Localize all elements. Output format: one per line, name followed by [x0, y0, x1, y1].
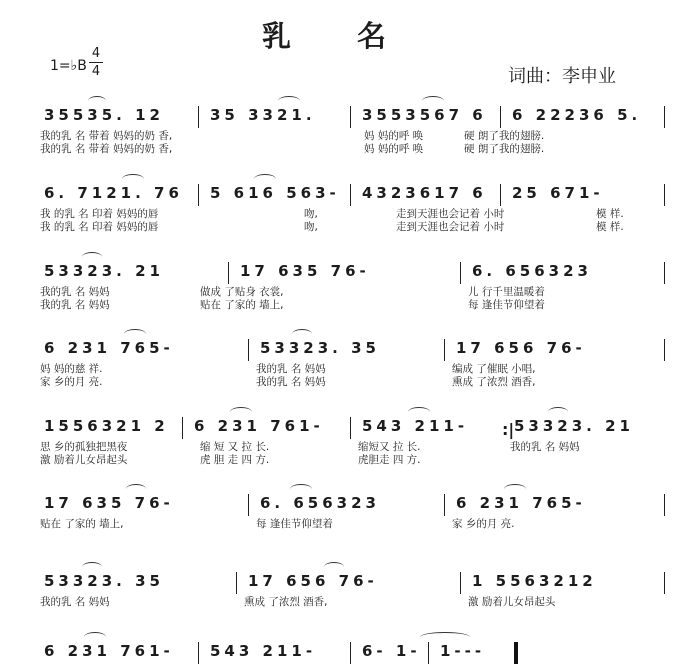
lyric-line-verse-2 — [40, 143, 664, 156]
lyric-phrase: 硬 朗了我的翅膀. — [464, 130, 545, 142]
lyric-phrase: 我 的乳 名 印着 妈妈的唇 — [40, 221, 159, 233]
lyric-phrase: 贴在 了家的 墙上, — [40, 518, 124, 530]
score-system — [40, 488, 664, 531]
measure-notes: 1 5563212 — [472, 572, 597, 590]
barline — [664, 572, 665, 594]
time-signature: 4 4 — [89, 46, 103, 79]
barline — [428, 642, 429, 664]
lyric-line-verse-1 — [40, 130, 664, 143]
barline — [248, 494, 249, 516]
measure-notes: 17 635 76- — [240, 262, 370, 280]
score-system — [40, 333, 664, 389]
barline — [500, 106, 501, 128]
lyric-phrase: 吻, — [304, 208, 318, 220]
lyric-phrase: 走到天涯也会记着 小时 — [396, 208, 505, 220]
lyric-phrase: 吻, — [304, 221, 318, 233]
lyric-phrase: 每 逢佳节仰望着 — [468, 299, 545, 311]
lyric-line-verse-1 — [40, 596, 664, 609]
measure-notes: 543 211- — [210, 642, 317, 660]
notation-line — [40, 636, 664, 666]
lyric-line-verse-2 — [40, 221, 664, 234]
lyric-phrase: 我的乳 名 妈妈 — [510, 441, 580, 453]
notation-line — [40, 566, 664, 596]
lyric-phrase: 妈 妈的呼 唤 — [364, 143, 424, 155]
repeat-barline: :| — [502, 420, 515, 439]
lyric-phrase: 熏成 了浓烈 酒香, — [452, 376, 536, 388]
notation-line — [40, 411, 664, 441]
measure-notes: 35535. 12 — [44, 106, 164, 124]
song-title — [262, 14, 388, 55]
measure-notes: 6. 7121. 76 — [44, 184, 183, 202]
lyric-phrase: 我的乳 名 妈妈 — [256, 363, 326, 375]
lyric-phrase: 每 逢佳节仰望着 — [256, 518, 333, 530]
lyric-line-verse-1 — [40, 441, 664, 454]
composer-credit: 词曲：李申业 — [508, 66, 616, 87]
measure-notes: 6- 1- — [362, 642, 421, 660]
barline — [350, 184, 351, 206]
measure-notes: 17 656 76- — [456, 339, 586, 357]
notation-line — [40, 488, 664, 518]
lyric-phrase: 走到天涯也会记着 小时 — [396, 221, 505, 233]
lyric-phrase: 我的乳 名 带着 妈妈的奶 香, — [40, 130, 173, 142]
measure-notes: 1--- — [440, 642, 486, 660]
lyric-phrase: 妈 妈的呼 唤 — [364, 130, 424, 142]
barline — [664, 339, 665, 361]
barline — [198, 642, 199, 664]
lyric-phrase: 贴在 了家的 墙上, — [200, 299, 284, 311]
notation-line — [40, 100, 664, 130]
measure-notes: 53323. 35 — [44, 572, 164, 590]
barline — [350, 417, 351, 439]
score-system — [40, 178, 664, 234]
score-system — [40, 636, 664, 666]
lyric-phrase: 家 乡的月 亮. — [452, 518, 515, 530]
lyric-phrase: 模 样. — [596, 221, 624, 233]
lyric-phrase: 我的乳 名 妈妈 — [40, 596, 110, 608]
lyric-phrase: 虎 胆 走 四 方. — [200, 454, 270, 466]
barline — [248, 339, 249, 361]
measure-notes: 4323617 6 — [362, 184, 487, 202]
lyric-line-verse-2 — [40, 376, 664, 389]
lyric-phrase: 我的乳 名 妈妈 — [40, 286, 110, 298]
lyric-line-verse-1 — [40, 518, 664, 531]
lyric-phrase: 模 样. — [596, 208, 624, 220]
title-char-1: 乳 — [262, 19, 294, 53]
barline — [664, 106, 665, 128]
barline — [460, 262, 461, 284]
title-char-2: 名 — [357, 19, 389, 53]
measure-notes: 53323. 35 — [260, 339, 380, 357]
measure-notes: 35 3321. — [210, 106, 316, 124]
barline — [350, 106, 351, 128]
lyric-phrase: 儿 行千里温暖着 — [468, 286, 545, 298]
barline — [350, 642, 351, 664]
barline — [460, 572, 461, 594]
lyric-phrase: 妈 妈的慈 祥. — [40, 363, 103, 375]
score-system — [40, 256, 664, 312]
lyric-phrase: 缩 短 又 拉 长. — [200, 441, 270, 453]
key-signature: 1=♭B — [50, 58, 87, 74]
lyric-phrase: 思 乡的孤独把黑夜 — [40, 441, 128, 453]
lyric-phrase: 我的乳 名 妈妈 — [40, 299, 110, 311]
lyric-phrase: 家 乡的月 亮. — [40, 376, 103, 388]
measure-notes: 17 656 76- — [248, 572, 378, 590]
final-barline — [514, 642, 518, 664]
score-system — [40, 411, 664, 467]
score-system — [40, 566, 664, 609]
barline — [198, 184, 199, 206]
barline — [664, 262, 665, 284]
lyric-line-verse-2 — [40, 454, 664, 467]
measure-notes: 6 22236 5. — [512, 106, 642, 124]
lyric-line-verse-1 — [40, 286, 664, 299]
barline — [664, 184, 665, 206]
lyric-phrase: 编成 了催眠 小唱, — [452, 363, 536, 375]
barline — [182, 417, 183, 439]
measure-notes: 1556321 2 — [44, 417, 169, 435]
measure-notes: 17 635 76- — [44, 494, 174, 512]
barline — [664, 494, 665, 516]
lyric-phrase: 我 的乳 名 印着 妈妈的唇 — [40, 208, 159, 220]
lyric-phrase: 我的乳 名 带着 妈妈的奶 香, — [40, 143, 173, 155]
lyric-line-verse-1 — [40, 363, 664, 376]
lyric-phrase: 我的乳 名 妈妈 — [256, 376, 326, 388]
measure-notes: 53323. 21 — [44, 262, 164, 280]
measure-notes: 6 231 761- — [194, 417, 324, 435]
measure-notes: 25 671- — [512, 184, 604, 202]
lyric-phrase: 激 励着儿女昂起头 — [468, 596, 556, 608]
lyric-phrase: 做成 了贴身 衣裳, — [200, 286, 284, 298]
lyric-line-verse-2 — [40, 299, 664, 312]
measure-notes: 6 231 761- — [44, 642, 174, 660]
measure-notes: 5 616 563- — [210, 184, 340, 202]
lyric-phrase: 熏成 了浓烈 酒香, — [244, 596, 328, 608]
measure-notes: 3553567 6 — [362, 106, 487, 124]
measure-notes: 543 211- — [362, 417, 469, 435]
lyric-phrase: 硬 朗了我的翅膀. — [464, 143, 545, 155]
lyric-phrase: 激 励着儿女昂起头 — [40, 454, 128, 466]
notation-line — [40, 178, 664, 208]
lyric-phrase: 缩短又 拉 长. — [358, 441, 421, 453]
measure-notes: 6 231 765- — [456, 494, 586, 512]
score-system — [40, 100, 664, 156]
lyric-phrase: 虎胆走 四 方. — [358, 454, 421, 466]
notation-line — [40, 333, 664, 363]
measure-notes: 6. 656323 — [472, 262, 592, 280]
measure-notes: 6 231 765- — [44, 339, 174, 357]
notation-line — [40, 256, 664, 286]
measure-notes: 6. 656323 — [260, 494, 380, 512]
measure-notes: 53323. 21 — [514, 417, 634, 435]
barline — [236, 572, 237, 594]
barline — [228, 262, 229, 284]
lyric-line-verse-1 — [40, 208, 664, 221]
barline — [500, 184, 501, 206]
barline — [444, 494, 445, 516]
barline — [444, 339, 445, 361]
barline — [198, 106, 199, 128]
